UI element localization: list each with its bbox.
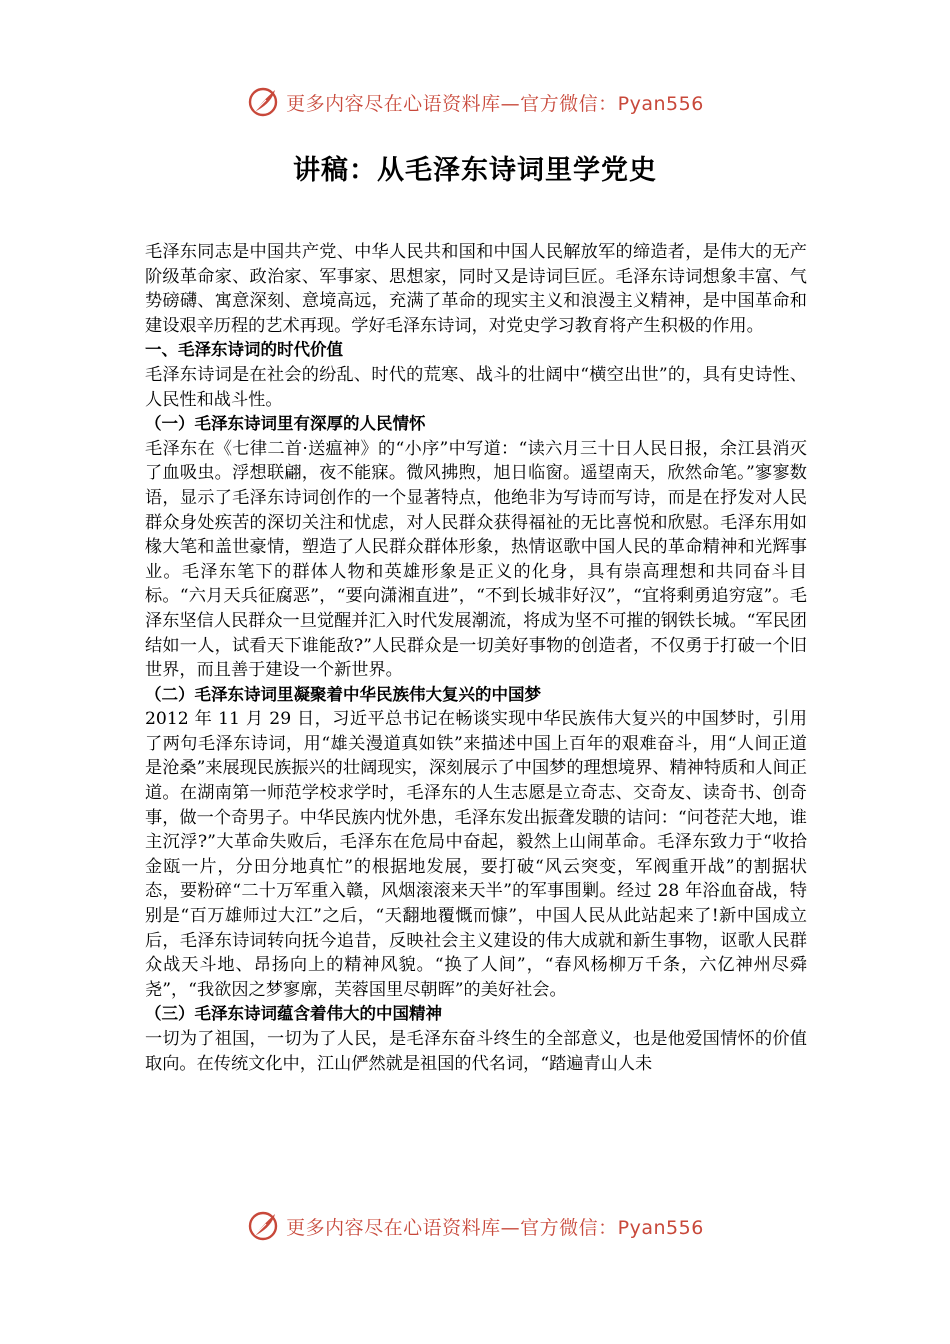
- section-heading-1: 一、毛泽东诗词的时代价值: [145, 340, 343, 360]
- subsection-paragraph-2: 2012 年 11 月 29 日，习近平总书记在畅谈实现中华民族伟大复兴的中国梦时，引用了两句毛泽东诗词，用“雄关漫道真如铁”来描述中国上百年的艰难奋斗，用“人间正道是沧桑”来展现民族振兴的壮阔现实，深刻展示了中国梦的理想境界、精神特质和人间正道。在湖南第一师范学校求学时，毛泽东的人生志愿是立奇志、交奇友、读奇书、创奇事，做一个奇男子。中华民族内忧外患，毛泽东发出振聋发聩的诘问：“问苍茫大地，谁主沉浮?”大革命失败后，毛泽东在危局中奋起，毅然上山闹革命。毛泽东致力于“收拾金瓯一片，分田分地真忙”的根据地发展，要打破“风云突变，军阀重开战”的割据状态，要粉碎“二十万军重入赣，风烟滚滚来天半”的军事围剿。经过 28 年浴血奋战，特别是“百万雄师过大江”之后，“天翻地覆慨而慷”，中国人民从此站起来了!新中国成立后，毛泽东诗词转向抚今追昔，反映社会主义建设的伟大成就和新生事物，讴歌人民群众战天斗地、昂扬向上的精神风貌。“换了人间”，“春风杨柳万千条，六亿神州尽舜尧”，“我欲因之梦寥廓，芙蓉国里尽朝晖”的美好社会。: [145, 709, 807, 1000]
- subsection-heading-1: （一）毛泽东诗词里有深厚的人民情怀: [145, 414, 426, 434]
- subsection-heading-2: （二）毛泽东诗词里凝聚着中华民族伟大复兴的中国梦: [145, 684, 541, 704]
- intro-paragraph: 毛泽东同志是中国共产党、中华人民共和国和中国人民解放军的缔造者，是伟大的无产阶级革命家、政治家、军事家、思想家，同时又是诗词巨匠。毛泽东诗词想象丰富、气势磅礴、寓意深刻、意境高远，充满了革命的现实主义和浪漫主义精神，是中国革命和建设艰辛历程的艺术再现。学好毛泽东诗词，对党史学习教育将产生积极的作用。: [145, 242, 807, 336]
- feather-pen-logo-icon: [246, 85, 280, 119]
- watermark-text: 更多内容尽在心语资料库—官方微信：Pyan556: [286, 1216, 704, 1239]
- watermark-banner-bottom: [0, 1206, 950, 1246]
- subsection-heading-3: （三）毛泽东诗词蕴含着伟大的中国精神: [145, 1004, 442, 1024]
- watermark-banner-top: [0, 82, 950, 122]
- section-paragraph-1: 毛泽东诗词是在社会的纷乱、时代的荒寒、战斗的壮阔中“横空出世”的，具有史诗性、人民性和战斗性。: [145, 364, 807, 410]
- document-body: [145, 240, 807, 1076]
- subsection-paragraph-3: 一切为了祖国，一切为了人民，是毛泽东奋斗终生的全部意义，也是他爱国情怀的价值取向。在传统文化中，江山俨然就是祖国的代名词，“踏遍青山人未: [145, 1029, 807, 1074]
- document-title: 讲稿：从毛泽东诗词里学党史: [293, 155, 657, 186]
- subsection-paragraph-1: 毛泽东在《七律二首·送瘟神》的“小序”中写道：“读六月三十日人民日报，余江县消灭了血吸虫。浮想联翩，夜不能寐。微风拂煦，旭日临窗。遥望南天，欣然命笔。”寥寥数语，显示了毛泽东诗词创作的一个显著特点，他绝非为写诗而写诗，而是在抒发对人民群众身处疾苦的深切关注和忧虑，对人民群众获得福祉的无比喜悦和欣慰。毛泽东用如椽大笔和盖世豪情，塑造了人民群众群体形象，热情讴歌中国人民的革命精神和光辉事业。毛泽东笔下的群体人物和英雄形象是正义的化身，具有崇高理想和共同奋斗目标。“六月天兵征腐恶”，“要向潇湘直进”，“不到长城非好汉”，“宜将剩勇追穷寇”。毛泽东坚信人民群众一旦觉醒并汇入时代发展潮流，将成为坚不可摧的钢铁长城。“军民团结如一人，试看天下谁能敌?”人民群众是一切美好事物的创造者，不仅勇于打破一个旧世界，而且善于建设一个新世界。: [145, 438, 807, 681]
- watermark-text: 更多内容尽在心语资料库—官方微信：Pyan556: [286, 92, 704, 115]
- feather-pen-logo-icon: [246, 1209, 280, 1243]
